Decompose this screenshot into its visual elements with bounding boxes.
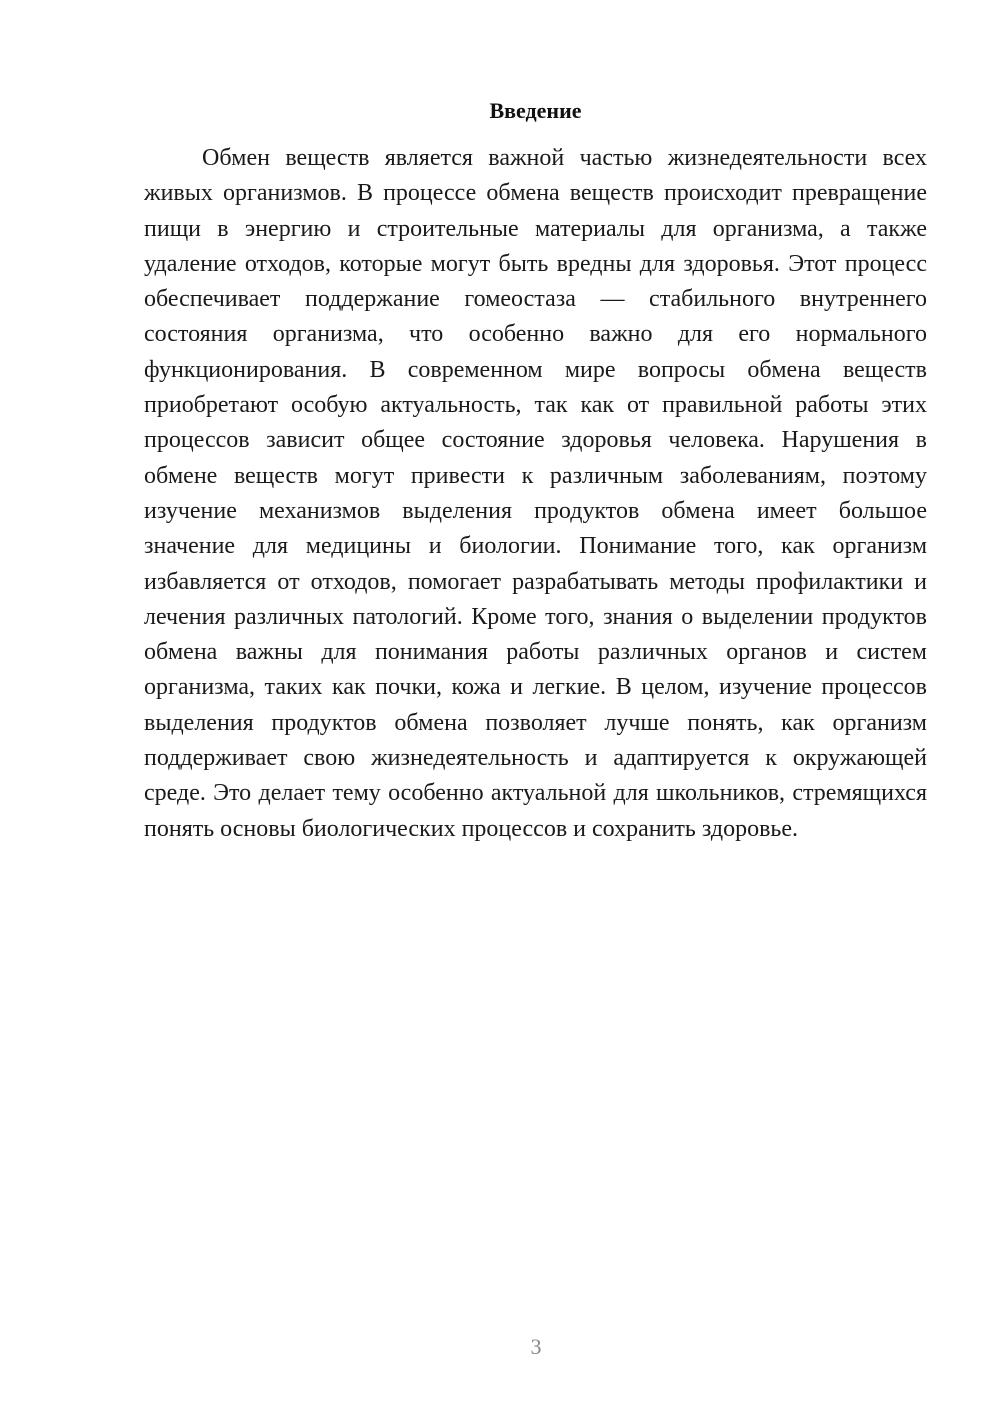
section-heading: Введение xyxy=(489,98,582,123)
intro-paragraph: Обмен веществ является важной частью жизнедеятельности всех живых организмов. В процессе обмена веществ происходит превращение пищи в энергию и строительные материалы для организма, а также удаление отходов, которые могут быть вредны для здоровья. Этот процесс обеспечивает поддержание гомеостаза — стабильного внутреннего состояния организма, что особенно важно для его нормального функционирования. В современном мире вопросы обмена веществ приобретают особую актуальность, так как от правильной работы этих процессов зависит общее состояние здоровья человека. Нарушения в обмене веществ могут привести к различным заболеваниям, поэтому изучение механизмов выделения продуктов обмена имеет большое значение для медицины и биологии. Понимание того, как организм избавляется от отходов, помогает разрабатывать методы профилактики и лечения различных патологий. Кроме того, знания о выделении продуктов обмена важны для понимания работы различных органов и систем организма, таких как почки, кожа и легкие. В целом, изучение процессов выделения продуктов обмена позволяет лучше понять, как организм поддерживает свою жизнедеятельность и адаптируется к окружающей среде. Это делает тему особенно актуальной для школьников, стремящихся понять основы биологических процессов и сохранить здоровье. xyxy=(144,145,927,842)
page-number: 3 xyxy=(530,1334,542,1359)
